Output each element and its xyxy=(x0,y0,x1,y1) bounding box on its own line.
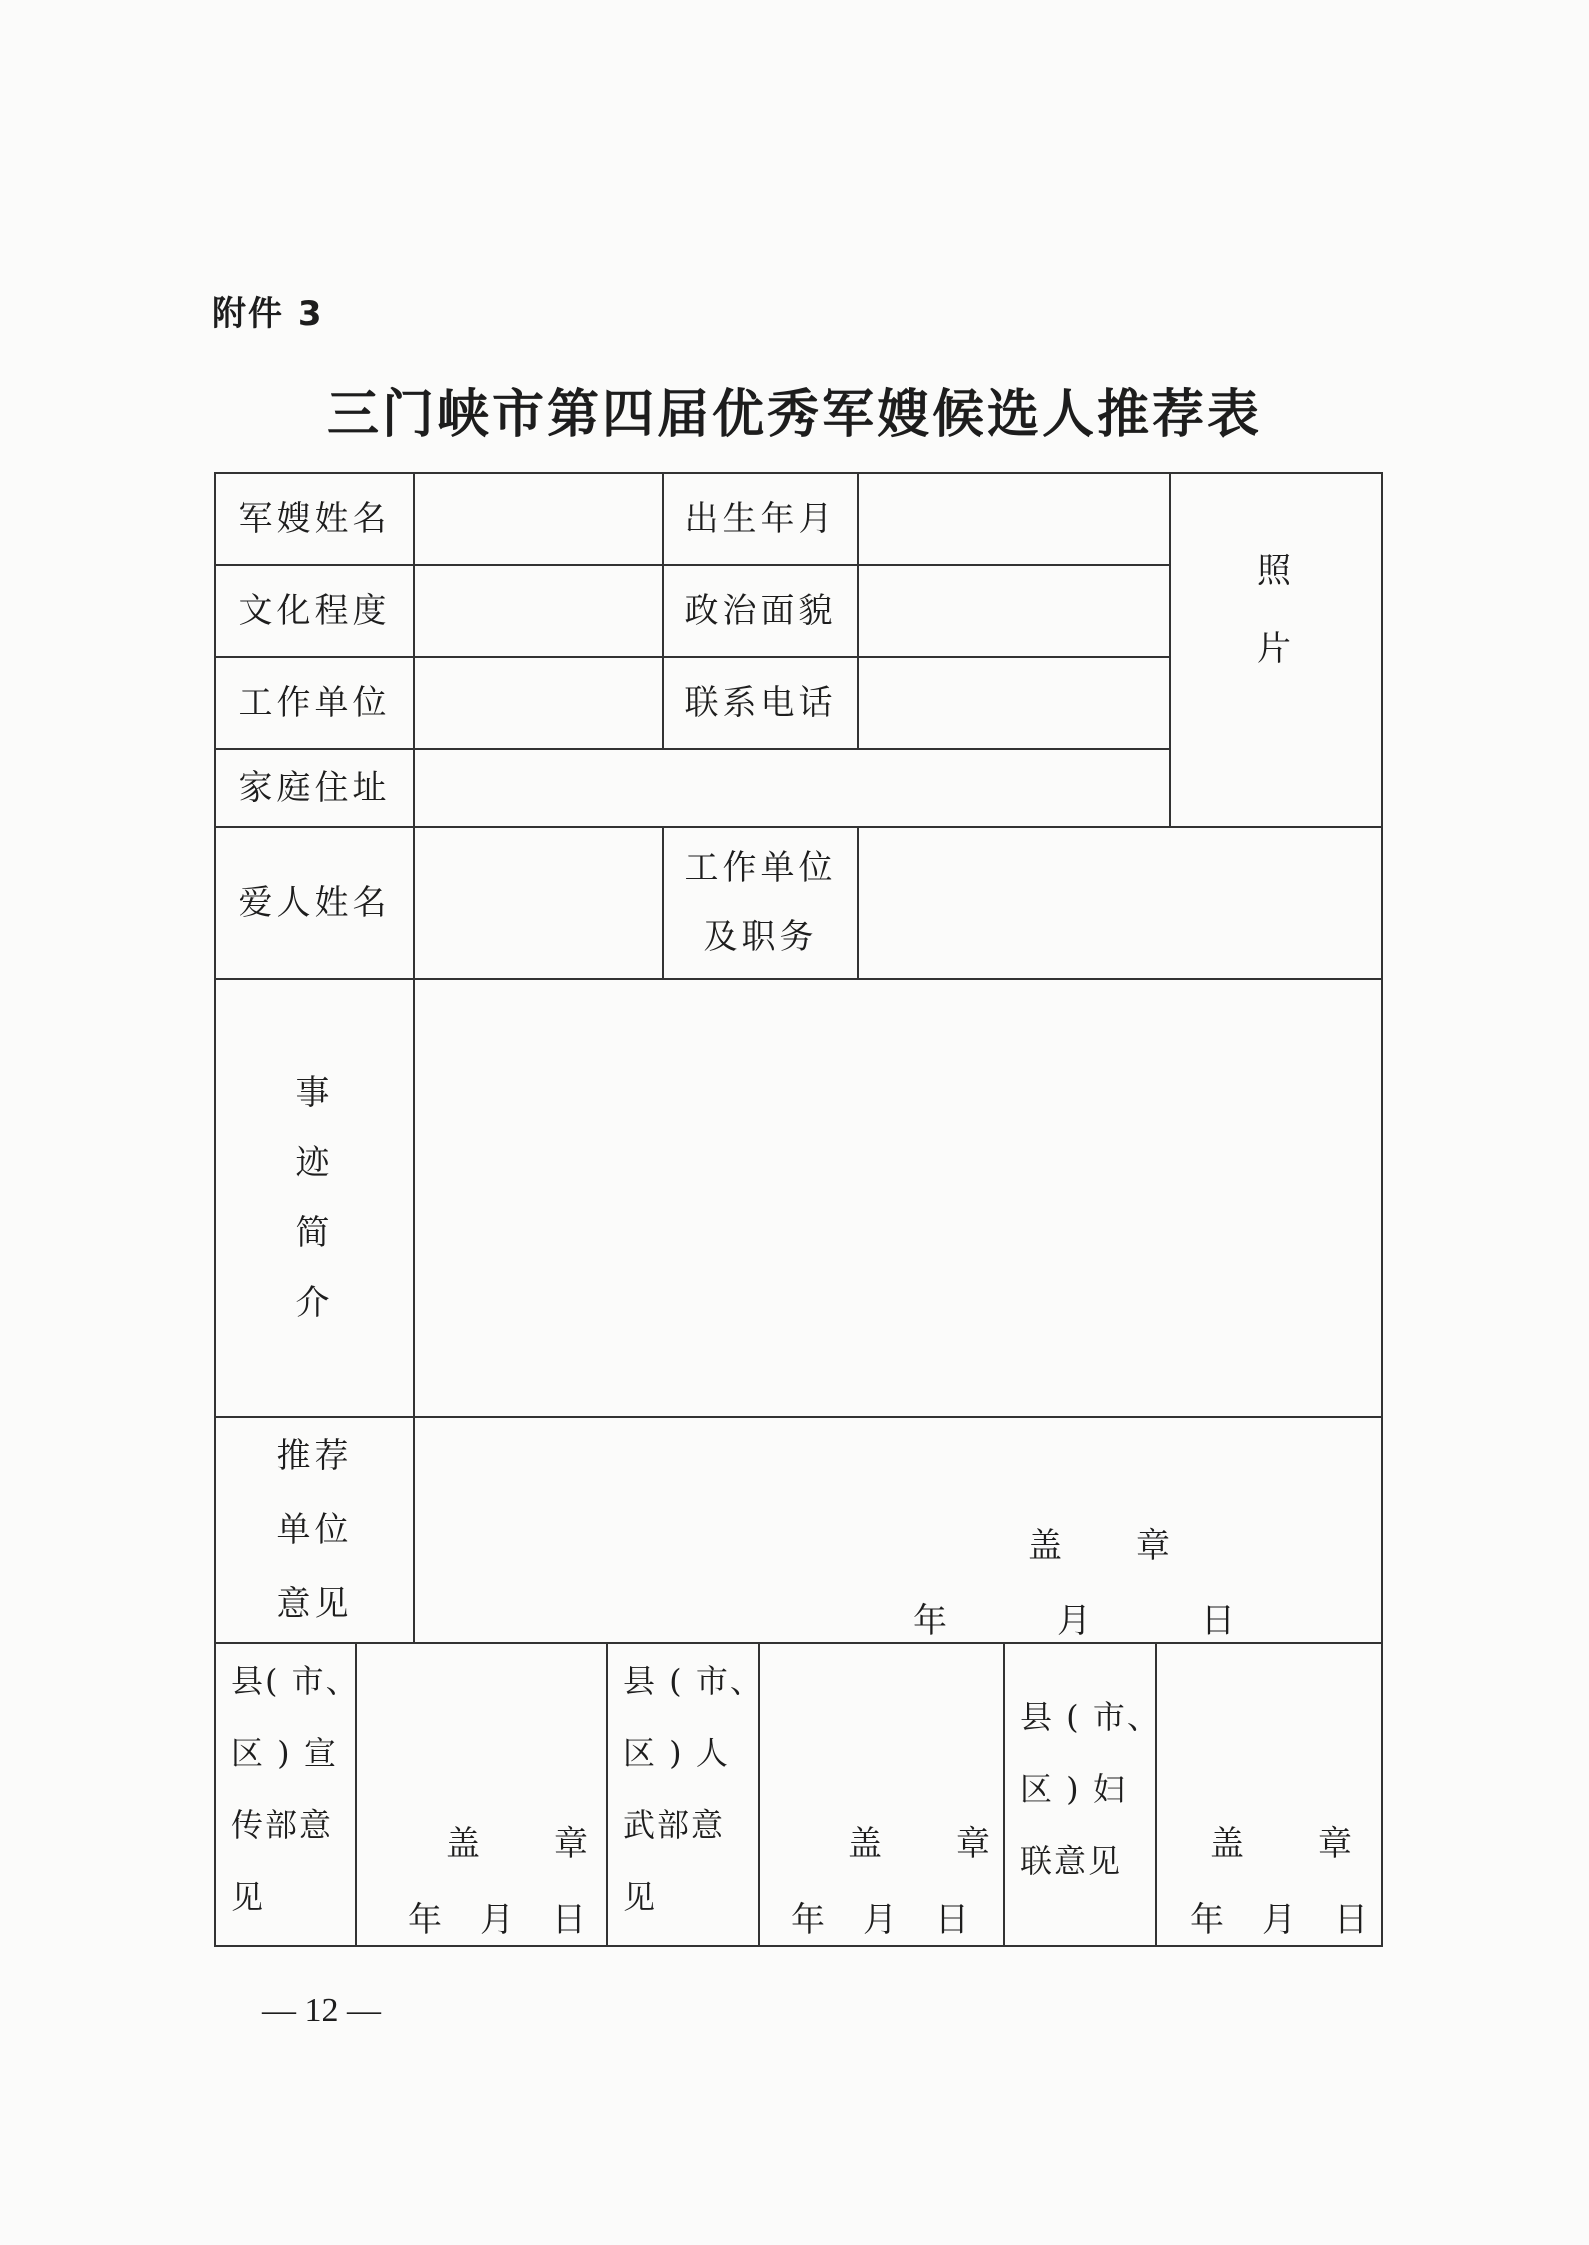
workplace-field[interactable] xyxy=(414,657,663,749)
propaganda-label xyxy=(215,1643,360,1946)
photo-box[interactable] xyxy=(1170,473,1382,827)
political-label: 政治面貌 xyxy=(684,590,837,631)
armed-label xyxy=(607,1643,764,1946)
education-field[interactable] xyxy=(414,565,663,657)
armed-date: 年 月 日 xyxy=(791,1900,971,1940)
armed-line: 区 ) 人 xyxy=(623,1734,730,1772)
phone-label: 联系电话 xyxy=(684,682,837,723)
page-title: 三门峡市第四届优秀军嫂候选人推荐表 xyxy=(326,384,1262,445)
page-number: — 12 — xyxy=(262,1992,381,2029)
propaganda-line: 传部意 xyxy=(231,1806,334,1844)
spouse-work-label xyxy=(663,827,858,979)
deeds-field[interactable] xyxy=(414,979,1382,1417)
spouse-work-label-line2: 及职务 xyxy=(703,917,818,957)
propaganda-seal: 盖 章 xyxy=(446,1824,590,1864)
recommend-char: 意见 xyxy=(276,1584,353,1624)
women-label xyxy=(1004,1643,1161,1946)
phone-field[interactable] xyxy=(858,657,1170,749)
recommend-char: 单位 xyxy=(276,1510,353,1550)
photo-label-1: 照 xyxy=(1257,550,1295,591)
propaganda-line: 区 ) 宣 xyxy=(231,1734,338,1772)
armed-line: 县 ( 市、 xyxy=(623,1662,764,1700)
workplace-label: 工作单位 xyxy=(238,682,391,723)
spouse-field[interactable] xyxy=(414,827,663,979)
spouse-work-label-line1: 工作单位 xyxy=(684,848,837,889)
women-seal: 盖 章 xyxy=(1210,1824,1354,1864)
recommend-seal: 盖 章 xyxy=(1028,1526,1172,1566)
spouse-label: 爱人姓名 xyxy=(238,882,391,923)
name-field[interactable] xyxy=(414,473,663,565)
address-label: 家庭住址 xyxy=(238,767,391,808)
deeds-char: 事 xyxy=(295,1073,334,1113)
women-line: 县 ( 市、 xyxy=(1020,1698,1161,1736)
women-line: 区 ) 妇 xyxy=(1020,1770,1127,1808)
recommend-label xyxy=(215,1417,414,1643)
birth-field[interactable] xyxy=(858,473,1170,565)
armed-line: 武部意 xyxy=(623,1806,726,1844)
deeds-char: 简 xyxy=(295,1213,334,1253)
deeds-char: 介 xyxy=(295,1283,334,1323)
armed-seal: 盖 章 xyxy=(848,1824,992,1864)
deeds-char: 迹 xyxy=(295,1143,334,1183)
women-line: 联意见 xyxy=(1020,1842,1123,1880)
propaganda-line: 县( 市、 xyxy=(231,1662,360,1700)
deeds-label xyxy=(215,979,414,1417)
photo-label-2: 片 xyxy=(1257,629,1295,669)
attachment-label: 附件 3 xyxy=(212,294,324,334)
name-label: 军嫂姓名 xyxy=(238,498,391,539)
political-field[interactable] xyxy=(858,565,1170,657)
birth-label: 出生年月 xyxy=(684,498,837,539)
women-date: 年 月 日 xyxy=(1190,1900,1370,1940)
address-field[interactable] xyxy=(414,749,1170,827)
spouse-work-field[interactable] xyxy=(858,827,1382,979)
armed-line: 见 xyxy=(623,1878,658,1916)
propaganda-line: 见 xyxy=(231,1878,266,1916)
recommend-char: 推荐 xyxy=(276,1436,353,1476)
education-label: 文化程度 xyxy=(238,590,391,631)
recommend-date: 年 月 日 xyxy=(913,1601,1237,1641)
propaganda-date: 年 月 日 xyxy=(408,1900,588,1940)
